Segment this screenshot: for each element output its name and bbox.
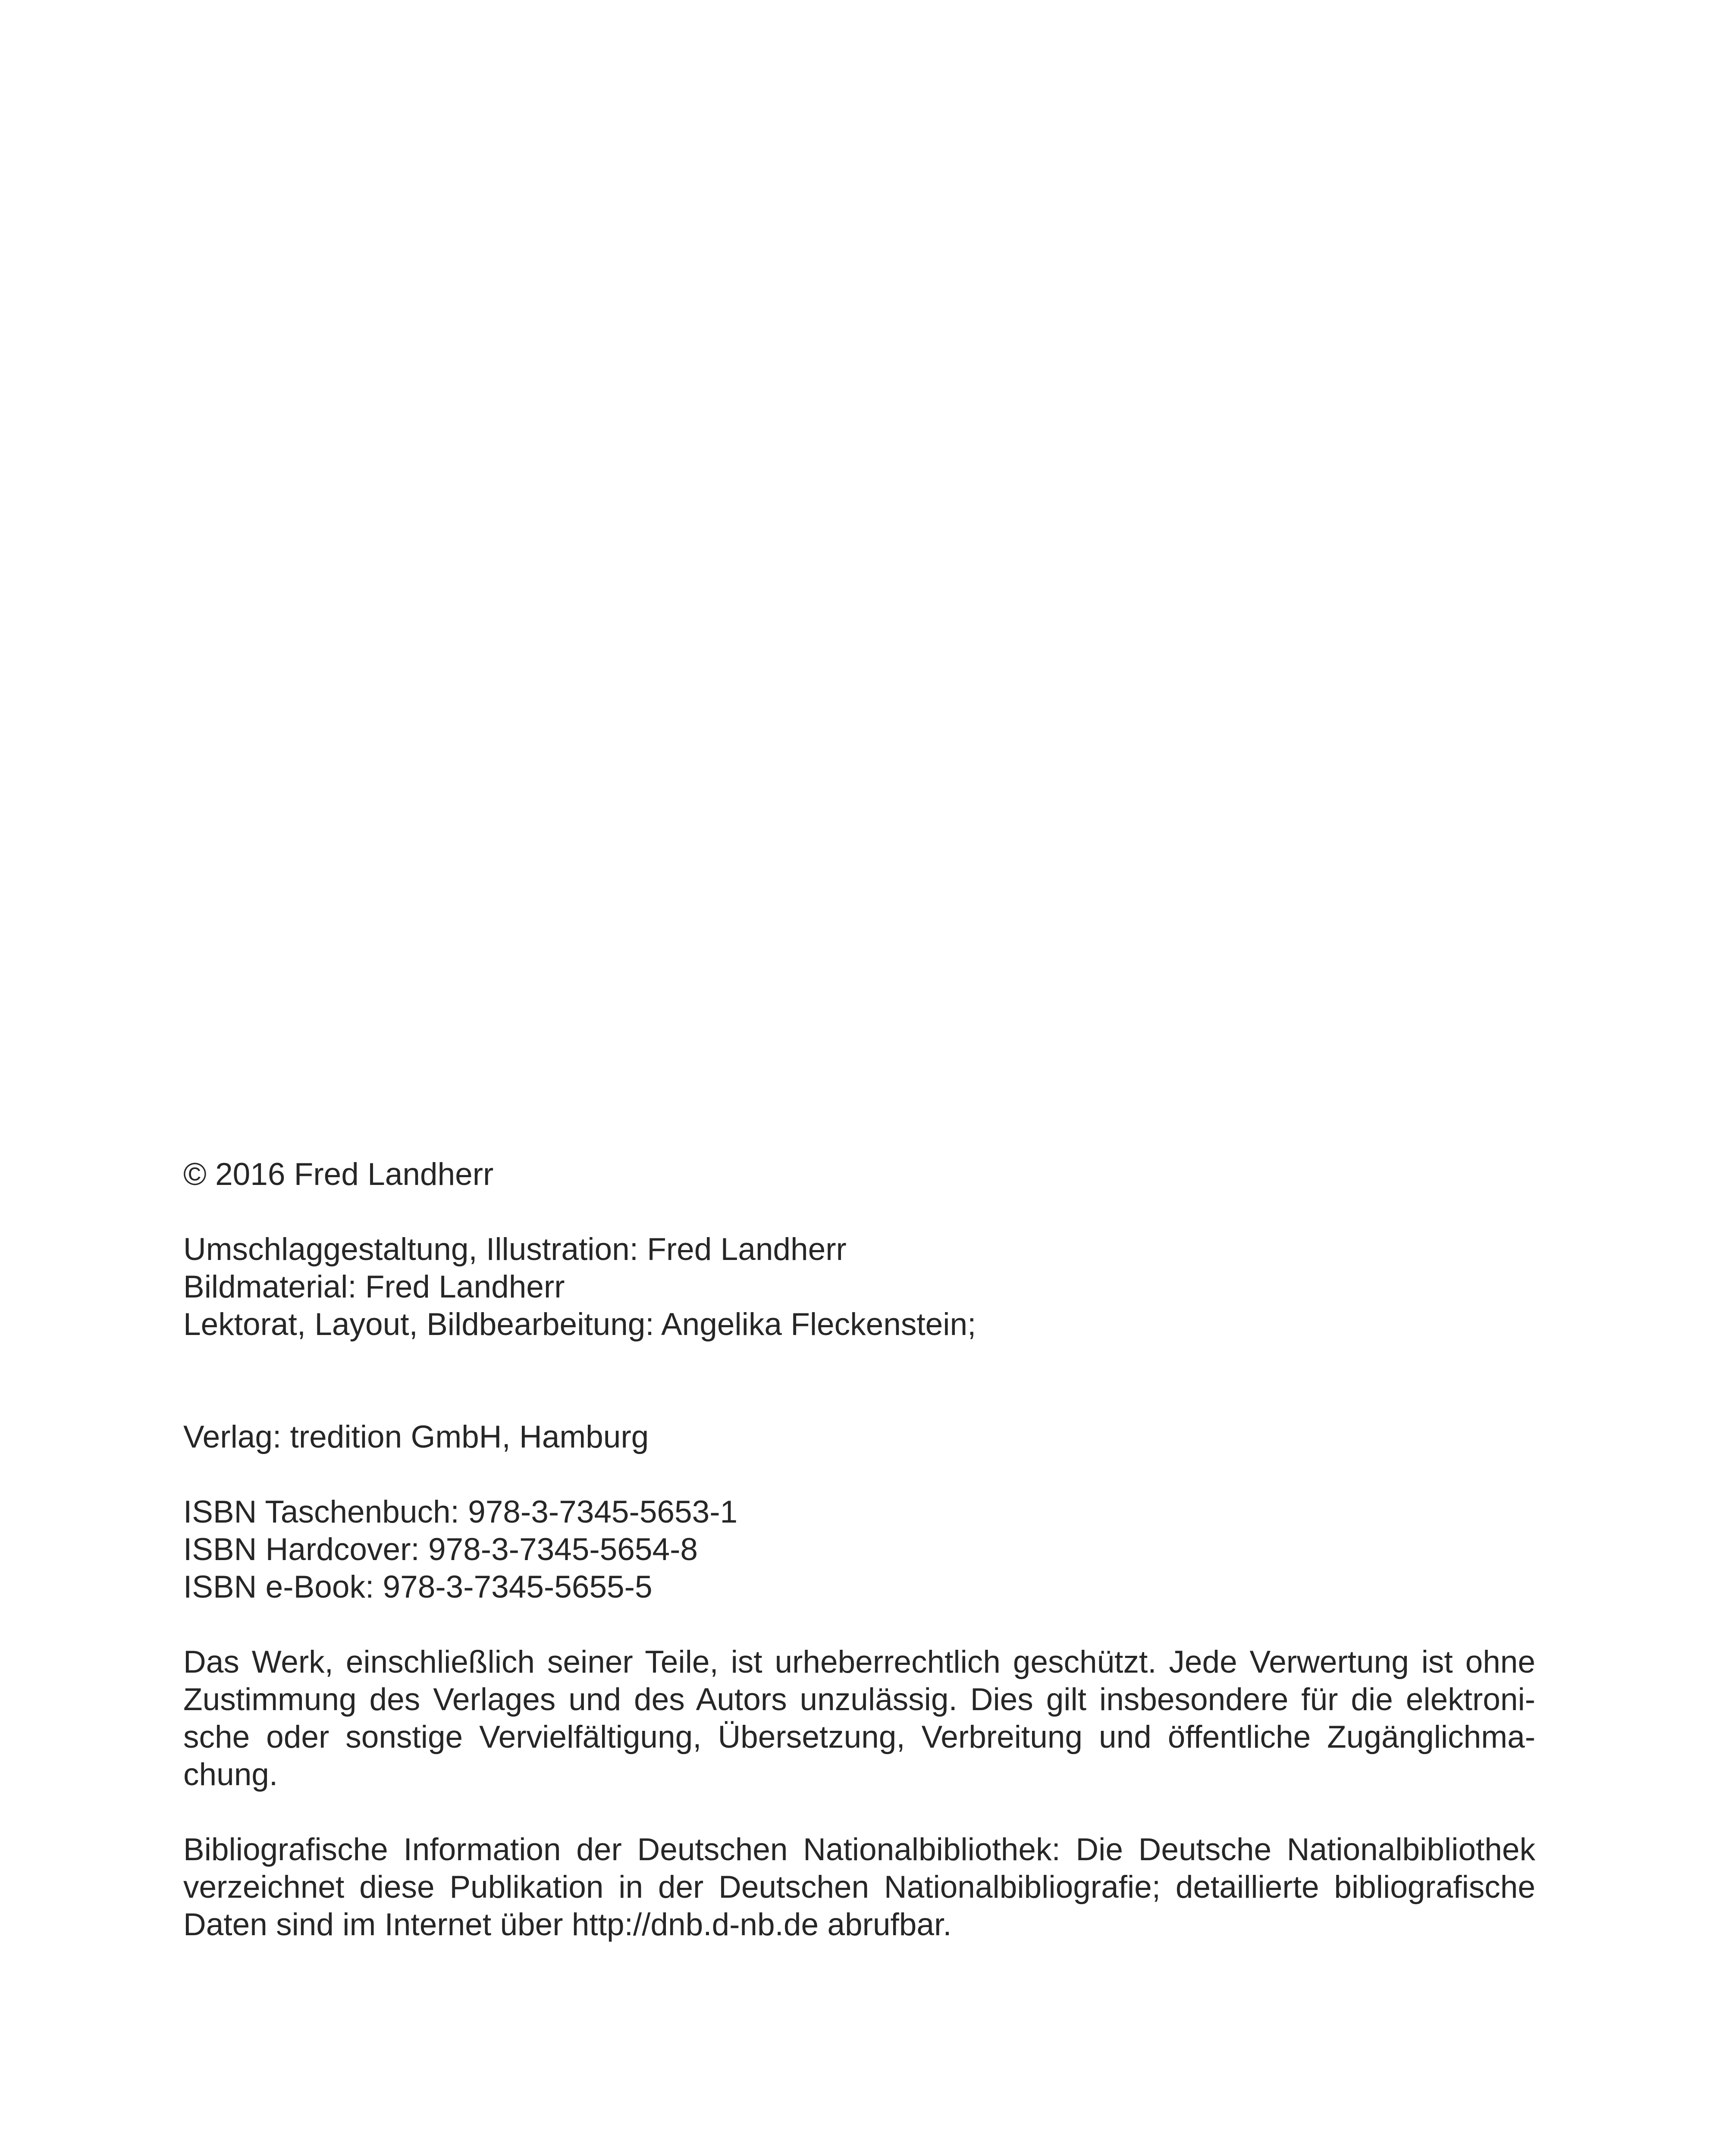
isbn-list [183, 1493, 1535, 1606]
editing-credit: Lektorat, Layout, Bildbearbeitung: Angelika Fleckenstein; [183, 1307, 976, 1342]
rights-notice-line: chung. [183, 1757, 278, 1792]
publisher-info [183, 1418, 1535, 1456]
isbn-paperback: ISBN Taschenbuch: 978-3-7345-5653-1 [183, 1495, 738, 1529]
imprint-block [183, 1156, 1535, 1943]
copyright-notice [183, 1156, 1535, 1193]
copyright-line: © 2016 Fred Landherr [183, 1157, 494, 1192]
spacer [183, 1193, 1535, 1231]
bibliographic-notice-line: Daten sind im Internet über http://dnb.d-nb.de abrufbar. [183, 1907, 952, 1942]
bibliographic-notice-line: Bibliografische Information der Deutschen Nationalbibliothek: Die Deutsche Nationalbibliothek [183, 1832, 1535, 1867]
isbn-ebook: ISBN e-Book: 978-3-7345-5655-5 [183, 1570, 653, 1604]
cover-credit: Umschlaggestaltung, Illustration: Fred Landherr [183, 1232, 847, 1267]
spacer [183, 1606, 1535, 1643]
spacer [183, 1456, 1535, 1493]
rights-notice-line: Zustimmung des Verlages und des Autors unzulässig. Dies gilt insbesondere für die elektroni- [183, 1682, 1535, 1717]
rights-notice [183, 1643, 1535, 1793]
bibliographic-notice [183, 1831, 1535, 1943]
image-credit: Bildmaterial: Fred Landherr [183, 1269, 565, 1304]
credits [183, 1231, 1535, 1343]
bibliographic-notice-line: verzeichnet diese Publikation in der Deutschen Nationalbibliografie; detaillierte bibliografische [183, 1870, 1535, 1905]
publisher-line: Verlag: tredition GmbH, Hamburg [183, 1420, 649, 1454]
rights-notice-line: sche oder sonstige Vervielfältigung, Übersetzung, Verbreitung und öffentliche Zugänglichma- [183, 1720, 1535, 1755]
spacer [183, 1343, 1535, 1418]
isbn-hardcover: ISBN Hardcover: 978-3-7345-5654-8 [183, 1532, 698, 1567]
spacer [183, 1793, 1535, 1831]
rights-notice-line: Das Werk, einschließlich seiner Teile, ist urheberrechtlich geschützt. Jede Verwertung ist ohne [183, 1645, 1535, 1680]
